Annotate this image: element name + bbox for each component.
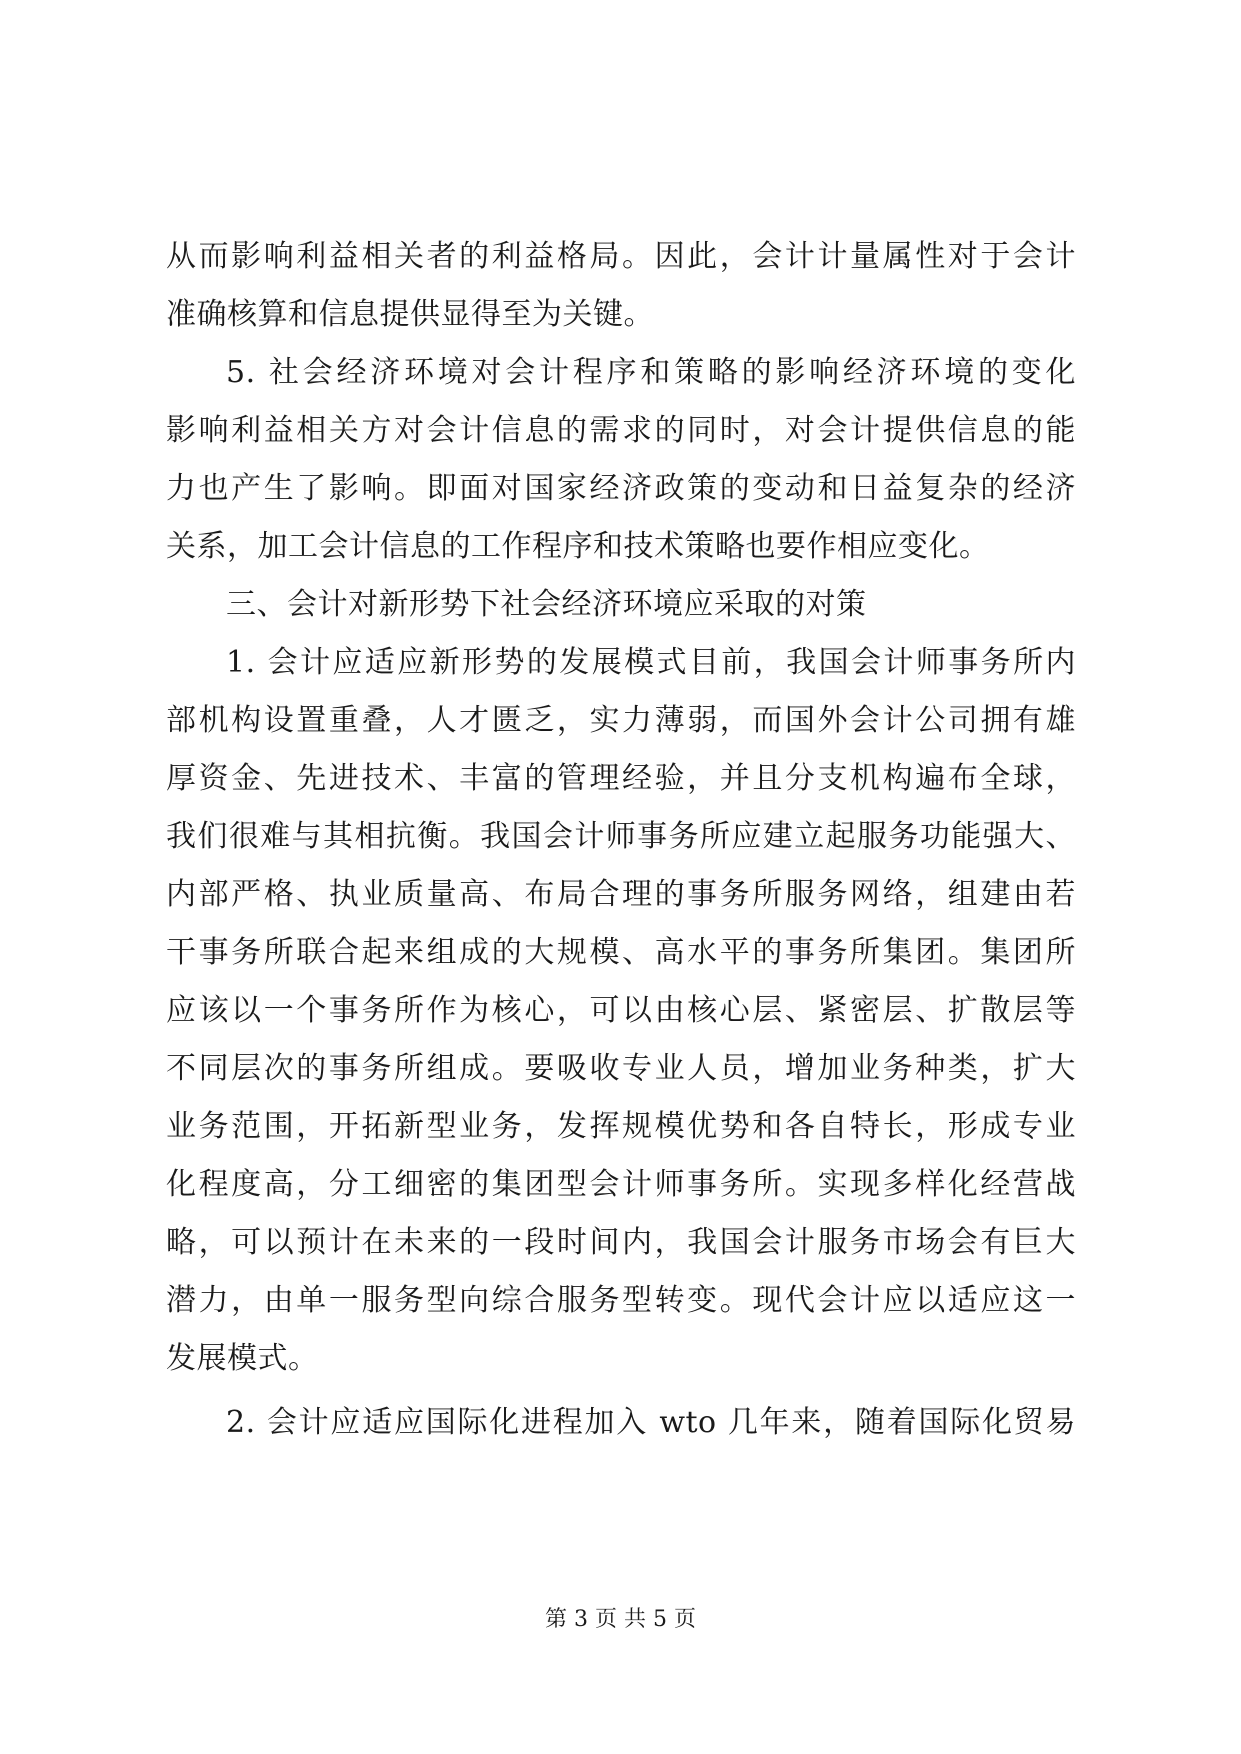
text-line: 从而影响利益相关者的利益格局。因此，会计计量属性对于会计	[166, 239, 1076, 274]
text-line: 发展模式。	[166, 1341, 319, 1376]
text-line: 我们很难与其相抗衡。我国会计师事务所应建立起服务功能强大、	[166, 819, 1076, 854]
page-number-footer: 第 3 页 共 5 页	[545, 1607, 696, 1632]
text-line: 1. 会计应适应新形势的发展模式目前，我国会计师事务所内	[226, 645, 1076, 680]
body-text	[166, 228, 1076, 1452]
text-line: 略，可以预计在未来的一段时间内，我国会计服务市场会有巨大	[166, 1225, 1076, 1260]
text-line: 2. 会计应适应国际化进程加入 wto 几年来，随着国际化贸易	[226, 1405, 1076, 1440]
text-line: 力也产生了影响。即面对国家经济政策的变动和日益复杂的经济	[166, 471, 1076, 506]
text-line: 化程度高，分工细密的集团型会计师事务所。实现多样化经营战	[166, 1167, 1076, 1202]
text-line: 准确核算和信息提供显得至为关键。	[166, 297, 654, 332]
text-line: 业务范围，开拓新型业务，发挥规模优势和各自特长，形成专业	[166, 1109, 1076, 1144]
text-line: 内部严格、执业质量高、布局合理的事务所服务网络，组建由若	[166, 877, 1076, 912]
text-line: 影响利益相关方对会计信息的需求的同时，对会计提供信息的能	[166, 413, 1076, 448]
text-line: 潜力，由单一服务型向综合服务型转变。现代会计应以适应这一	[166, 1283, 1076, 1318]
text-line: 干事务所联合起来组成的大规模、高水平的事务所集团。集团所	[166, 935, 1076, 970]
text-line: 厚资金、先进技术、丰富的管理经验，并且分支机构遍布全球，	[166, 761, 1076, 796]
text-line: 不同层次的事务所组成。要吸收专业人员，增加业务种类，扩大	[166, 1051, 1076, 1086]
text-line: 应该以一个事务所作为核心，可以由核心层、紧密层、扩散层等	[166, 993, 1076, 1028]
section-heading: 三、会计对新形势下社会经济环境应采取的对策	[226, 587, 867, 622]
text-line: 部机构设置重叠，人才匮乏，实力薄弱，而国外会计公司拥有雄	[166, 703, 1076, 738]
text-line: 5. 社会经济环境对会计程序和策略的影响经济环境的变化	[226, 355, 1076, 390]
text-line: 关系，加工会计信息的工作程序和技术策略也要作相应变化。	[166, 529, 990, 564]
